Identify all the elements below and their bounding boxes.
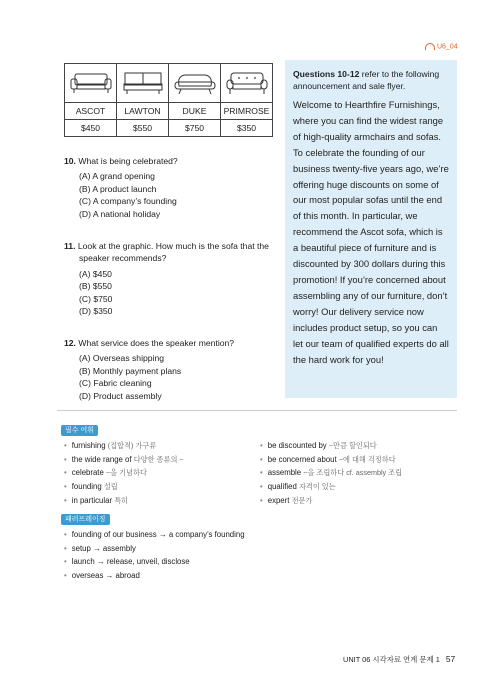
script-intro-rest: refer to the following announcement and sale flyer.: [293, 69, 440, 91]
paraphrase-item: • overseas → abroad: [64, 569, 245, 583]
paraphrase-item: • setup → assembly: [64, 542, 245, 556]
sofa-image-primrose: [221, 64, 273, 103]
vocab-item: • be concerned about ~에 대해 걱정하다: [260, 453, 402, 467]
answer-option[interactable]: (D) $350: [79, 306, 113, 317]
unit-title: UNIT 06 시각자료 연계 문제 1: [343, 655, 440, 664]
question-number: 11.: [64, 241, 76, 251]
vocab-item: • the wide range of 다양한 종류의 ~: [64, 453, 184, 467]
sofa-price-table: [64, 63, 273, 137]
script-body: Welcome to Hearthfire Furnishings, where you can find the widest range of high-quality armchairs and sofas. To celebrate the founding of our business twenty-five years ago, we’re offering huge discounts on some of our most popular sofas until the end of this month. In particular, we recommend the Ascot sofa, which is a beautiful piece of furniture and is discounted by 300 dollars during this promotion! If you’re concerned about assembling any of our furniture, don’t worry! Our delivery service now includes product setup, so you can let our team of qualified experts do all the hard work for you!: [293, 99, 449, 365]
answer-option[interactable]: (B) A product launch: [79, 183, 157, 194]
sofa-image-ascot: [65, 64, 117, 103]
page-footer: [343, 654, 455, 665]
answer-option[interactable]: (B) $550: [79, 281, 112, 292]
sofa-name: PRIMROSE: [221, 103, 273, 120]
answer-option[interactable]: (A) $450: [79, 268, 112, 279]
sofa-price: $550: [117, 120, 169, 137]
sofa-price: $450: [65, 120, 117, 137]
question-number: 10.: [64, 156, 76, 166]
vocab-list-left: [64, 439, 184, 508]
sofa-icon: [173, 70, 217, 96]
sofa-price: $350: [221, 120, 273, 137]
answer-option[interactable]: (D) A national holiday: [79, 208, 161, 219]
sofa-name: LAWTON: [117, 103, 169, 120]
answer-option[interactable]: (A) Overseas shipping: [79, 353, 165, 364]
sofa-icon: [225, 70, 269, 96]
sofa-icon: [69, 70, 113, 96]
vocab-item: • founding 설립: [64, 480, 184, 494]
sofa-name: ASCOT: [65, 103, 117, 120]
paraphrase-list: [64, 528, 245, 583]
sofa-image-lawton: [117, 64, 169, 103]
page-number: 57: [445, 654, 456, 664]
announcement-script-box: [285, 60, 457, 398]
sofa-icon: [121, 70, 165, 96]
sofa-price: $750: [169, 120, 221, 137]
headphones-icon: [425, 43, 435, 50]
paraphrase-item: • launch → release, unveil, disclose: [64, 555, 245, 569]
answer-option[interactable]: (B) Monthly payment plans: [79, 365, 182, 376]
vocab-item: • expert 전문가: [260, 494, 402, 508]
sofa-name: DUKE: [169, 103, 221, 120]
vocab-item: • in particular 특히: [64, 494, 184, 508]
question-11: [64, 240, 274, 317]
vocab-badge: 필수 어휘: [61, 425, 98, 436]
audio-track-label: U6_04: [437, 43, 458, 51]
vocab-item: • qualified 자격이 있는: [260, 480, 402, 494]
answer-option[interactable]: (C) Fabric cleaning: [79, 378, 152, 389]
paraphrase-badge: 패러프레이징: [61, 514, 110, 525]
question-stem: Look at the graphic. How much is the sofa that the: [77, 241, 269, 251]
script-intro: [293, 68, 449, 92]
vocab-list-right: [260, 439, 402, 508]
answer-option[interactable]: (D) Product assembly: [79, 390, 162, 401]
audio-track-tag: [425, 43, 458, 50]
sofa-image-duke: [169, 64, 221, 103]
question-stem-continued: speaker recommends?: [79, 253, 167, 264]
answer-option[interactable]: (A) A grand opening: [79, 171, 155, 182]
vocab-item: • assemble ~을 조립하다 cf. assembly 조립: [260, 466, 402, 480]
vocab-item: • celebrate ~을 기념하다: [64, 466, 184, 480]
section-divider: [57, 410, 457, 411]
paraphrase-item: • founding of our business → a company’s founding: [64, 528, 245, 542]
answer-option[interactable]: (C) $750: [79, 293, 113, 304]
question-10: [64, 155, 274, 220]
question-stem: What service does the speaker mention?: [78, 338, 235, 348]
vocab-item: • be discounted by ~만큼 할인되다: [260, 439, 402, 453]
answer-option[interactable]: (C) A company’s founding: [79, 196, 177, 207]
question-stem: What is being celebrated?: [78, 156, 178, 166]
vocab-item: • furnishing (집합적) 가구류: [64, 439, 184, 453]
question-12: [64, 337, 274, 402]
question-number: 12.: [64, 338, 76, 348]
script-intro-bold: Questions 10-12: [293, 69, 360, 79]
